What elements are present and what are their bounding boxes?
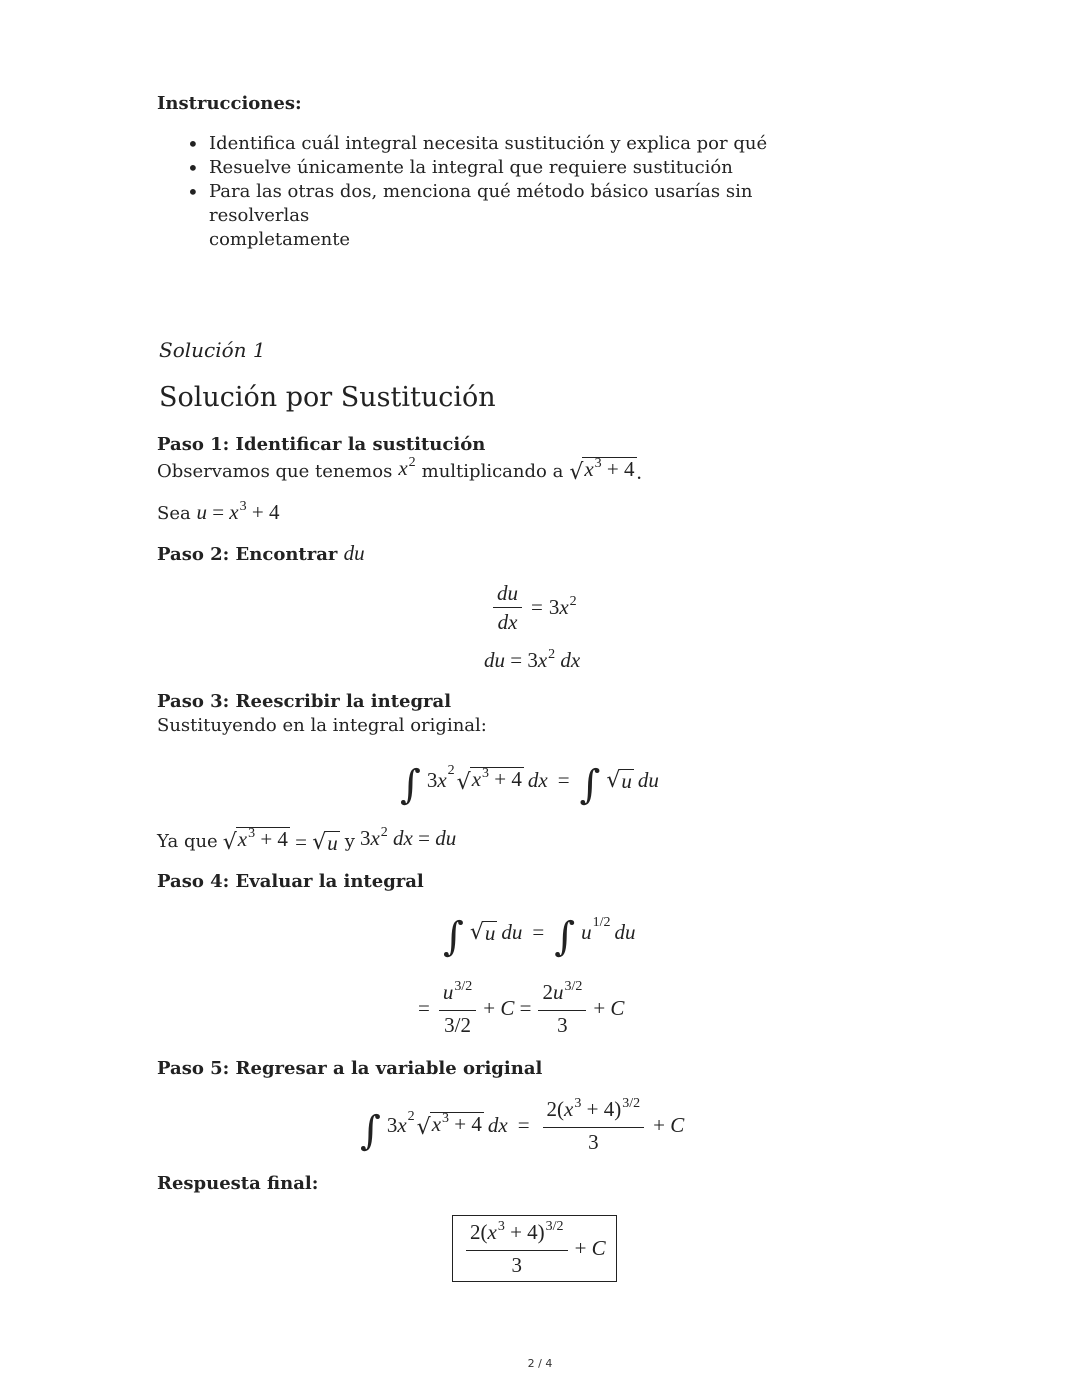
final-answer-title: Respuesta final:	[157, 1173, 319, 1194]
differential-eq: du = $3x^2$ dx	[484, 647, 581, 672]
list-item: • Para las otras dos, menciona qué método básico usarías sin resolverlas completamente	[157, 180, 857, 252]
step4-title: Paso 4: Evaluar la integral	[157, 871, 424, 892]
page-title: Solución por Sustitución	[159, 382, 496, 413]
step1-text: Observamos que tenemos $x^2$ multiplicando a √ $x^3 + 4$ .	[157, 455, 642, 485]
instructions-list	[157, 132, 857, 252]
step3-text: Sustituyendo en la integral original:	[157, 715, 487, 736]
derivative-eq: $\frac{du}{dx}$ = $3x^2$	[490, 581, 577, 634]
back-substitute-eq: ∫ 3 x 2 √ $x^3 + 4$ dx = $\frac{2(x^3 + 4)^{3/2}}{3}$ + C	[360, 1096, 685, 1154]
rewrite-eq: ∫ 3 x 2 √ $x^3 + 4$ dx = ∫ √ u du	[400, 762, 659, 808]
evaluate-eq-2: = $\frac{u^{3/2}}{3/2}$ + C = $\frac{2u^{3/2}}{3}$ + C	[418, 979, 625, 1037]
list-item: • Resuelve únicamente la integral que requiere sustitución	[157, 156, 857, 180]
step5-title: Paso 5: Regresar a la variable original	[157, 1058, 543, 1079]
substitution-def: Sea $u = x^3 + 4$	[157, 499, 280, 524]
rewrite-justification: Ya que √ $x^3 + 4$ = √ u y $3x^2$ dx = du	[157, 825, 457, 855]
instructions-title: Instrucciones:	[157, 93, 302, 114]
final-answer-box: $\frac{2(x^3 + 4)^{3/2}}{3}$ + C	[452, 1215, 617, 1282]
page-number: 2 / 4	[527, 1357, 553, 1370]
evaluate-eq-1: ∫ √ u du = ∫ u 1/2 du	[443, 914, 636, 960]
step1-title: Paso 1: Identificar la sustitución	[157, 434, 486, 455]
step2-title: Paso 2: Encontrar du	[157, 541, 365, 565]
solution-label: Solución 1	[159, 338, 266, 362]
step3-title: Paso 3: Reescribir la integral	[157, 691, 452, 712]
list-item: • Identifica cuál integral necesita sustitución y explica por qué	[157, 132, 857, 156]
